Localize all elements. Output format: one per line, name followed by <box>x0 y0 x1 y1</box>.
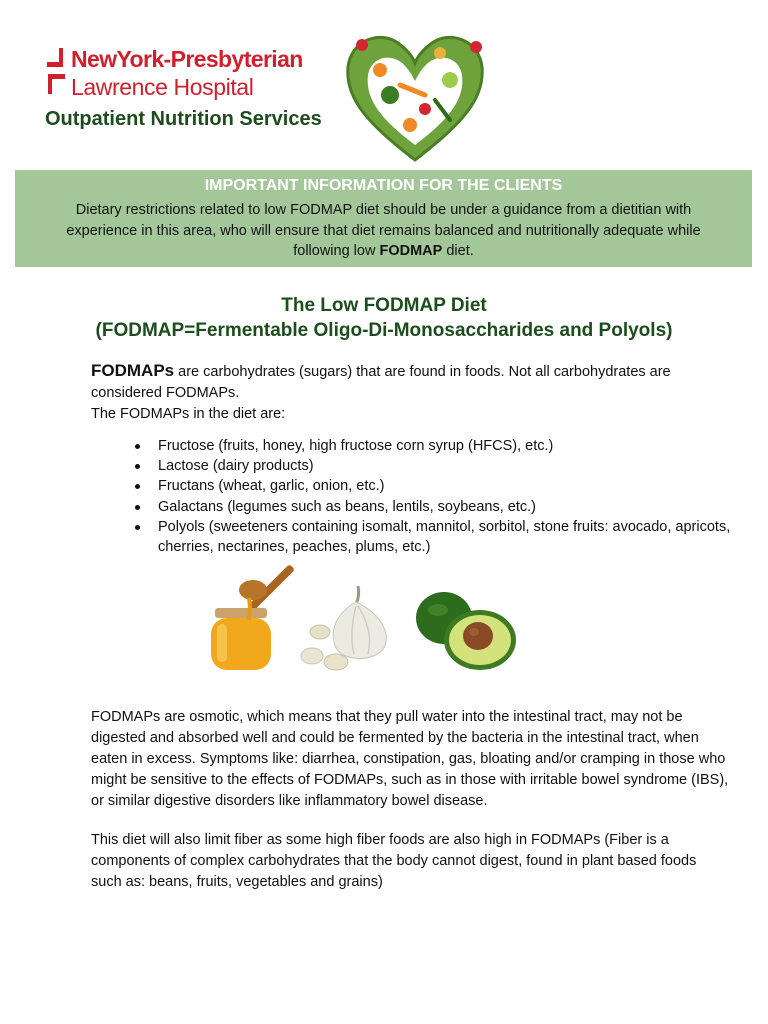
title-line-2: (FODMAP=Fermentable Oligo-Di-Monosaccharides and Polyols) <box>95 320 673 341</box>
logo-mark-icon <box>47 48 65 94</box>
list-item: Polyols (sweeteners containing isomalt, mannitol, sorbitol, stone fruits: avocado, apricots, cherries, nectarines, peaches, plums, etc.) <box>91 517 731 557</box>
list-item: Fructose (fruits, honey, high fructose corn syrup (HFCS), etc.) <box>91 436 731 456</box>
garlic-image <box>298 582 398 674</box>
list-item: Galactans (legumes such as beans, lentils, soybeans, etc.) <box>91 497 731 517</box>
page-title <box>0 293 768 343</box>
info-text: Dietary restrictions related to low FODMAP diet should be under a guidance from a dietitian with experience in this area, who will ensure that diet remains balanced and nutritionally adequate while following low FODMAP diet. <box>66 202 701 259</box>
logo-subname: Lawrence Hospital <box>71 74 254 100</box>
list-intro: The FODMAPs in the diet are: <box>91 406 286 422</box>
vegetable-heart-image <box>340 25 490 165</box>
info-title: IMPORTANT INFORMATION FOR THE CLIENTS <box>204 177 563 194</box>
fiber-paragraph: This diet will also limit fiber as some high fiber foods are also high in FODMAPs (Fiber is a components of complex carbohydrates that the body cannot digest, found in plant based foods such as: beans, fruits, vegetables and grains) <box>91 832 697 890</box>
title-line-1: The Low FODMAP Diet <box>281 295 487 316</box>
list-item: Lactose (dairy products) <box>91 456 731 476</box>
list-item: Fructans (wheat, garlic, onion, etc.) <box>91 476 731 496</box>
avocado-image <box>412 588 522 674</box>
osmotic-paragraph: FODMAPs are osmotic, which means that they pull water into the intestinal tract, may not be digested and absorbed well and could be fermented by the bacteria in the intestinal tract, when eaten in excess. Symptoms like: diarrhea, constipation, gas, bloating and/or cramping in those who might be sensitive to the effects of FODMAPs, such as in those with irritable bowel syndrome (IBS), or similar digestive disorders like inflammatory bowel disease. <box>91 709 729 809</box>
important-info-box <box>15 170 752 267</box>
honey-jar-image <box>205 560 300 675</box>
intro-paragraph <box>91 360 731 425</box>
logo-name: NewYork-Presbyterian <box>71 46 303 72</box>
intro-lead: FODMAPs <box>91 361 175 380</box>
fodmap-list <box>91 436 731 557</box>
service-title: Outpatient Nutrition Services <box>45 108 322 130</box>
intro-text: are carbohydrates (sugars) that are found in foods. Not all carbohydrates are considered FODMAPs. <box>91 364 671 401</box>
